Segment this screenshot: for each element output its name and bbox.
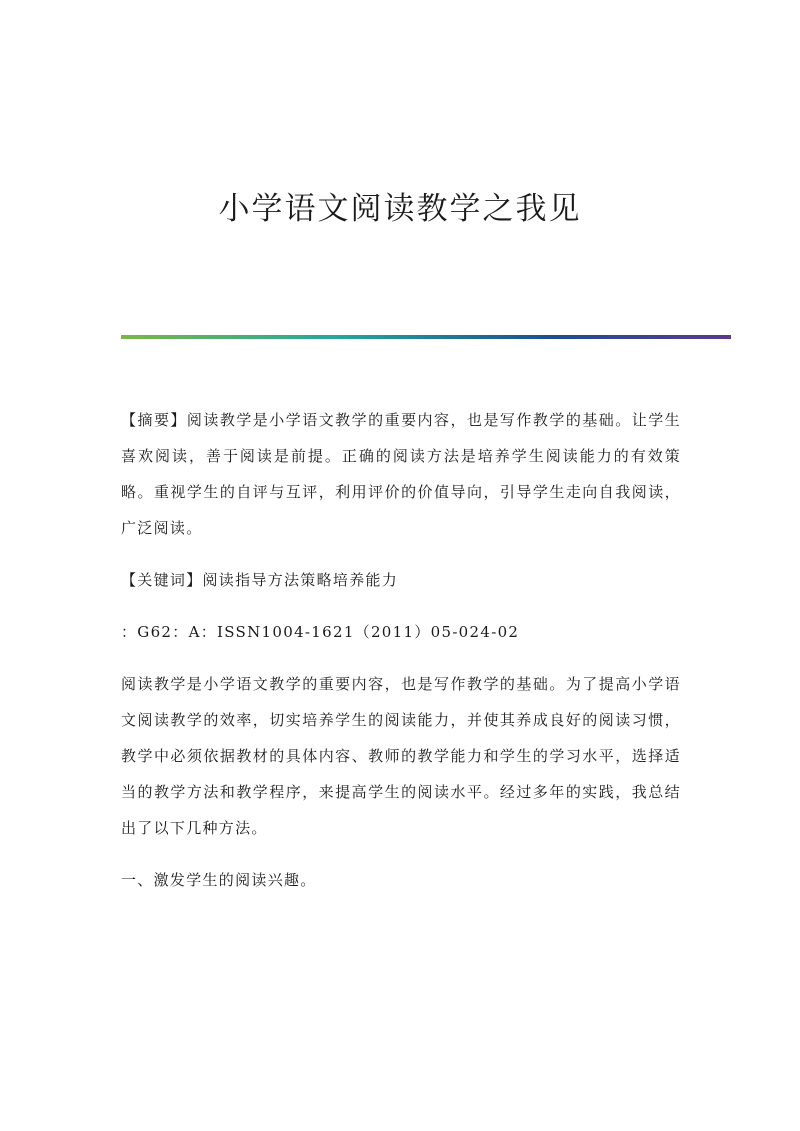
title-divider [121, 335, 731, 339]
classification-line: ：G62：A：ISSN1004-1621（2011）05-024-02 [121, 623, 520, 641]
document-title: 小学语文阅读教学之我见 [218, 191, 582, 227]
abstract-paragraph: 【摘要】阅读教学是小学语文教学的重要内容，也是写作教学的基础。让学生喜欢阅读，善于阅读是前提。正确的阅读方法是培养学生阅读能力的有效策略。重视学生的自评与互评，利用评价的价值导向，引导学生走向自我阅读，广泛阅读。 [121, 411, 681, 537]
document-body [121, 402, 681, 914]
keywords-paragraph: 【关键词】阅读指导方法策略培养能力 [121, 571, 399, 589]
section-heading: 一、激发学生的阅读兴趣。 [121, 871, 317, 889]
body-paragraph: 阅读教学是小学语文教学的重要内容，也是写作教学的基础。为了提高小学语文阅读教学的效率，切实培养学生的阅读能力，并使其养成良好的阅读习惯，教学中必须依据教材的具体内容、教师的教学能力和学生的学习水平，选择适当的教学方法和教学程序，来提高学生的阅读水平。经过多年的实践，我总结出了以下几种方法。 [121, 675, 681, 837]
